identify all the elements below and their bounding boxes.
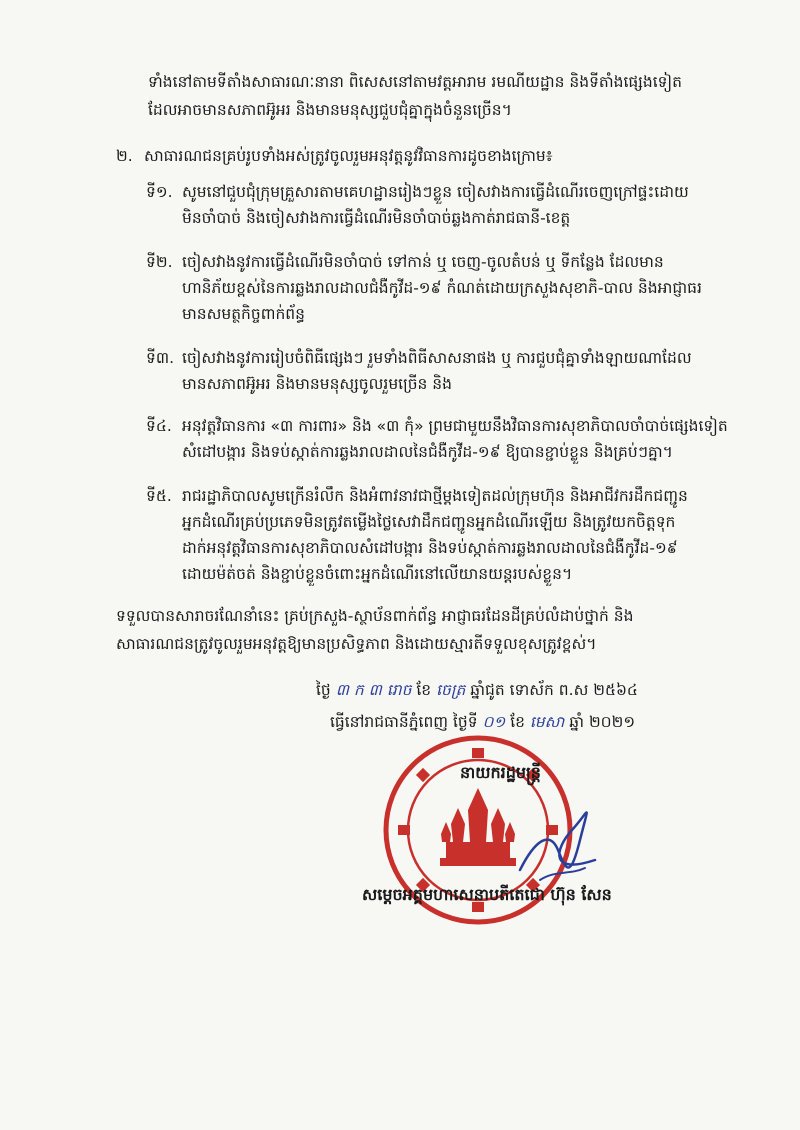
- item-line: អ្នកដំណើរគ្រប់ប្រភេទមិនត្រូវតម្លើងថ្លៃសេវាដឹកជញ្ជូនអ្នកដំណើរឡើយ និងត្រូវយកចិត្តទុក: [182, 513, 676, 531]
- signature-icon: [510, 800, 600, 890]
- signatory-name: សម្តេចអគ្គមហាសេនាបតីតេជោ ហ៊ុន សែន: [362, 885, 612, 904]
- item-line: ហានិភ័យខ្ពស់នៃការឆ្លងរាលដាលជំងឺកូវីដ-១៩ កំណត់ដោយក្រសួងសុខាភិ-បាល និងអាជ្ញាធរ: [182, 279, 702, 297]
- closing-line-2: សាធារណជនត្រូវចូលរួមអនុវត្តឱ្យមានប្រសិទ្ធភាព និងដោយស្មារតីទទួលខុសត្រូវខ្ពស់។: [116, 635, 597, 653]
- item-line: ដាក់អនុវត្តវិធានការសុខាភិបាលសំដៅបង្ការ និងទប់ស្កាត់ការឆ្លងរាលដាលនៃជំងឺកូវីដ-១៩: [182, 539, 678, 557]
- section-heading: សាធារណជនគ្រប់រូបទាំងអស់ត្រូវចូលរួមអនុវត្តនូវវិធានការដូចខាងក្រោម៖: [144, 147, 553, 165]
- signatory-title: នាយករដ្ឋមន្ត្រី: [460, 763, 541, 782]
- item-line: សូមនៅជួបជុំក្រុមគ្រួសារតាមគេហដ្ឋានរៀងៗខ្លួន ចៀសវាងការធ្វើដំណើរចេញក្រៅផ្ទះដោយ: [182, 183, 689, 201]
- handwritten-solar-month: មេសា: [529, 713, 565, 731]
- intro-line-2: ដែលអាចមានសភាពអ៊ូអរ និងមានមនុស្សជួបជុំគ្នាក្នុងចំនួនច្រើន។: [148, 101, 512, 119]
- item-line: មិនចាំបាច់ និងចៀសវាងការធ្វើដំណើរមិនចាំបាច់ឆ្លងកាត់រាជធានី-ខេត្ត: [182, 209, 571, 227]
- item-label: ទី៤.: [146, 417, 172, 435]
- section-number: ២.: [116, 147, 133, 165]
- item-line: សំដៅបង្ការ និងទប់ស្កាត់ការឆ្លងរាលដាលនៃជំងឺកូវីដ-១៩ ឱ្យបានខ្ជាប់ខ្លួន និងគ្រប់ៗគ្នា។: [182, 443, 673, 461]
- item-line: ដោយម៉ត់ចត់ និងខ្ជាប់ខ្លួនចំពោះអ្នកដំណើរនៅលើយានយន្តរបស់ខ្លួន។: [182, 565, 573, 583]
- item-line: មានសមត្ថកិច្ចពាក់ព័ន្ធ: [182, 305, 305, 323]
- solar-suffix: ឆ្នាំ ២០២១: [569, 713, 636, 731]
- item-line: អនុវត្តវិធានការ «៣ ការពារ» និង «៣ កុំ» ព្រមជាមួយនឹងវិធានការសុខាភិបាលចាំបាច់ផ្សេងទៀត: [182, 417, 728, 435]
- solar-prefix: ធ្វើនៅរាជធានីភ្នំពេញ ថ្ងៃទី: [330, 713, 478, 731]
- intro-line-1: ទាំងនៅតាមទីតាំងសាធារណៈនានា ពិសេសនៅតាមវត្តអារាម រមណីយដ្ឋាន និងទីតាំងផ្សេងទៀត: [148, 73, 682, 91]
- handwritten-lunar-month: ចេត្រ: [436, 681, 466, 699]
- lunar-month-prefix: ខែ: [416, 681, 432, 699]
- handwritten-lunar-day: ៣ ក: [335, 681, 364, 699]
- lunar-prefix: ថ្ងៃ: [316, 681, 331, 699]
- item-line: ចៀសវាងនូវការរៀបចំពិធីផ្សេងៗ រួមទាំងពិធីសាសនាផង ឬ ការជួបជុំគ្នាទាំងឡាយណាដែល: [182, 349, 692, 367]
- item-line: ចៀសវាងនូវការធ្វើដំណើរមិនចាំបាច់ ទៅកាន់ ឬ ចេញ-ចូលតំបន់ ឬ ទីកន្លែង ដែលមាន: [182, 253, 664, 271]
- lunar-suffix: ឆ្នាំជូត ទោស័ក ព.ស ២៥៦៤: [470, 681, 638, 699]
- item-line: មានសភាពអ៊ូអរ និងមានមនុស្សចូលរួមច្រើន និង: [182, 375, 452, 393]
- item-label: ទី២.: [146, 253, 173, 271]
- item-line: រាជរដ្ឋាភិបាលសូមក្រើនរំលឹក និងអំពាវនាវជាថ្មីម្តងទៀតដល់ក្រុមហ៊ុន និងអាជីវករដឹកជញ្ជូន: [182, 487, 688, 505]
- item-label: ទី១.: [146, 183, 173, 201]
- solar-month-prefix: ខែ: [510, 713, 525, 731]
- item-label: ទី៣.: [146, 349, 175, 367]
- handwritten-solar-day: ០១: [482, 713, 506, 731]
- item-label: ទី៥.: [146, 487, 172, 505]
- handwritten-lunar-wax: ៣ រោច: [368, 681, 412, 699]
- lunar-date: [316, 678, 638, 702]
- closing-line-1: ទទួលបានសារាចរណែនាំនេះ គ្រប់ក្រសួង-ស្ថាប័នពាក់ព័ន្ធ អាជ្ញាធរដែនដីគ្រប់លំដាប់ថ្នាក់ និង: [116, 607, 634, 625]
